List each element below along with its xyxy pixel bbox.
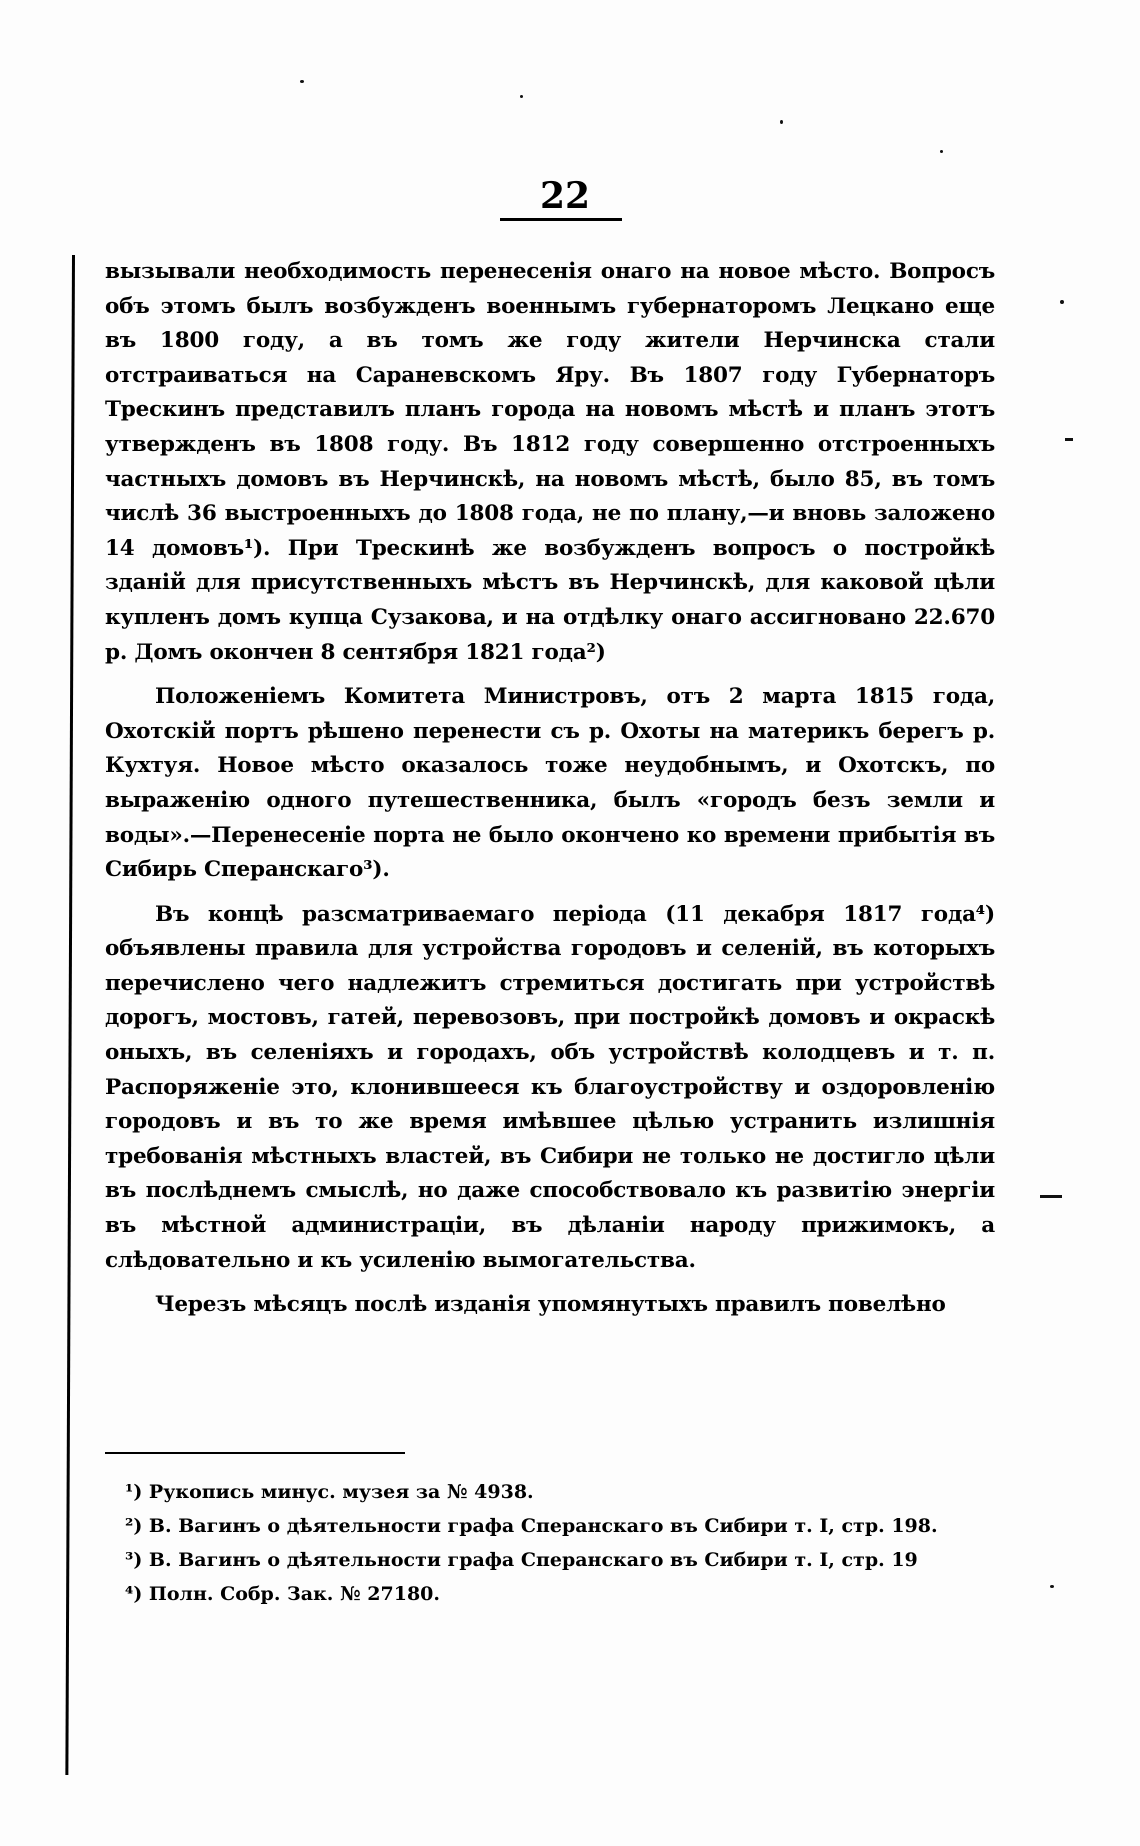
scan-speck — [300, 80, 304, 83]
footnote: ⁴) Полн. Собр. Зак. № 27180. — [125, 1583, 441, 1605]
margin-line — [65, 255, 75, 1775]
footnotes — [125, 1475, 995, 1611]
scan-speck — [940, 150, 943, 153]
footnote: ¹) Рукопись минус. музея за № 4938. — [125, 1481, 534, 1503]
scan-speck — [1060, 300, 1064, 304]
scan-speck — [520, 95, 523, 98]
paragraph: Въ концѣ разсматриваемаго періода (11 декабря 1817 года⁴) объявлены правила для устройства городовъ и селеній, въ которыхъ перечислено чего надлежитъ стремиться достигать при устройствѣ дорогъ, мостовъ, гатей, перевозовъ, при постройкѣ домовъ и окраскѣ оныхъ, въ селеніяхъ и городахъ, объ устройствѣ колодцевъ и т. п. Распоряженіе это, клонившееся къ благоустройству и оздоровленію городовъ и въ то же время имѣвшее цѣлью устранить излишнія требованія мѣстныхъ властей, въ Сибири не только не достигло цѣли въ послѣднемъ смыслѣ, но даже способствовало къ развитію энергіи въ мѣстной администраціи, въ дѣланіи народу прижимокъ, а слѣдовательно и къ усиленію вымогательства. — [105, 901, 995, 1273]
body-text — [105, 255, 995, 1333]
page-number: 22 — [539, 175, 591, 217]
footnote: ³) В. Вагинъ о дѣятельности графа Сперанскаго въ Сибири т. I, стр. 19 — [125, 1549, 918, 1571]
footnote-divider — [105, 1452, 405, 1454]
paragraph: Положеніемъ Комитета Министровъ, отъ 2 марта 1815 года, Охотскій портъ рѣшено перенести съ р. Охоты на материкъ берегъ р. Кухтуя. Новое мѣсто оказалось тоже неудобнымъ, и Охотскъ, по выраженію одного путешественника, былъ «городъ безъ земли и воды».—Перенесеніе порта не было окончено ко времени прибытія въ Сибирь Сперанскаго³). — [105, 684, 995, 883]
page-number-rule — [500, 218, 622, 221]
paragraph: Черезъ мѣсяцъ послѣ изданія упомянутыхъ правилъ повелѣно — [155, 1292, 946, 1318]
scan-speck — [1040, 1195, 1062, 1198]
paragraph: вызывали необходимость перенесенія онаго на новое мѣсто. Вопросъ объ этомъ былъ возбужденъ военнымъ губернаторомъ Лецкано еще въ 1800 году, а въ томъ же году жители Нерчинска стали отстраиваться на Сараневскомъ Яру. Въ 1807 году Губернаторъ Трескинъ представилъ планъ города на новомъ мѣстѣ и планъ этотъ утвержденъ въ 1808 году. Въ 1812 году совершенно отстроенныхъ частныхъ домовъ въ Нерчинскѣ, на новомъ мѣстѣ, было 85, въ томъ числѣ 36 выстроенныхъ до 1808 года, не по плану,—и вновь заложено 14 домовъ¹). При Трескинѣ же возбужденъ вопросъ о постройкѣ зданій для присутственныхъ мѣстъ въ Нерчинскѣ, для каковой цѣли купленъ домъ купца Сузакова, и на отдѣлку онаго ассигновано 22.670 р. Домъ окончен 8 сентября 1821 года²) — [105, 259, 995, 665]
scan-speck — [1065, 438, 1073, 441]
scan-speck — [780, 120, 783, 124]
footnote: ²) В. Вагинъ о дѣятельности графа Сперанскаго въ Сибири т. I, стр. 198. — [125, 1515, 938, 1537]
scan-speck — [1050, 1585, 1054, 1588]
